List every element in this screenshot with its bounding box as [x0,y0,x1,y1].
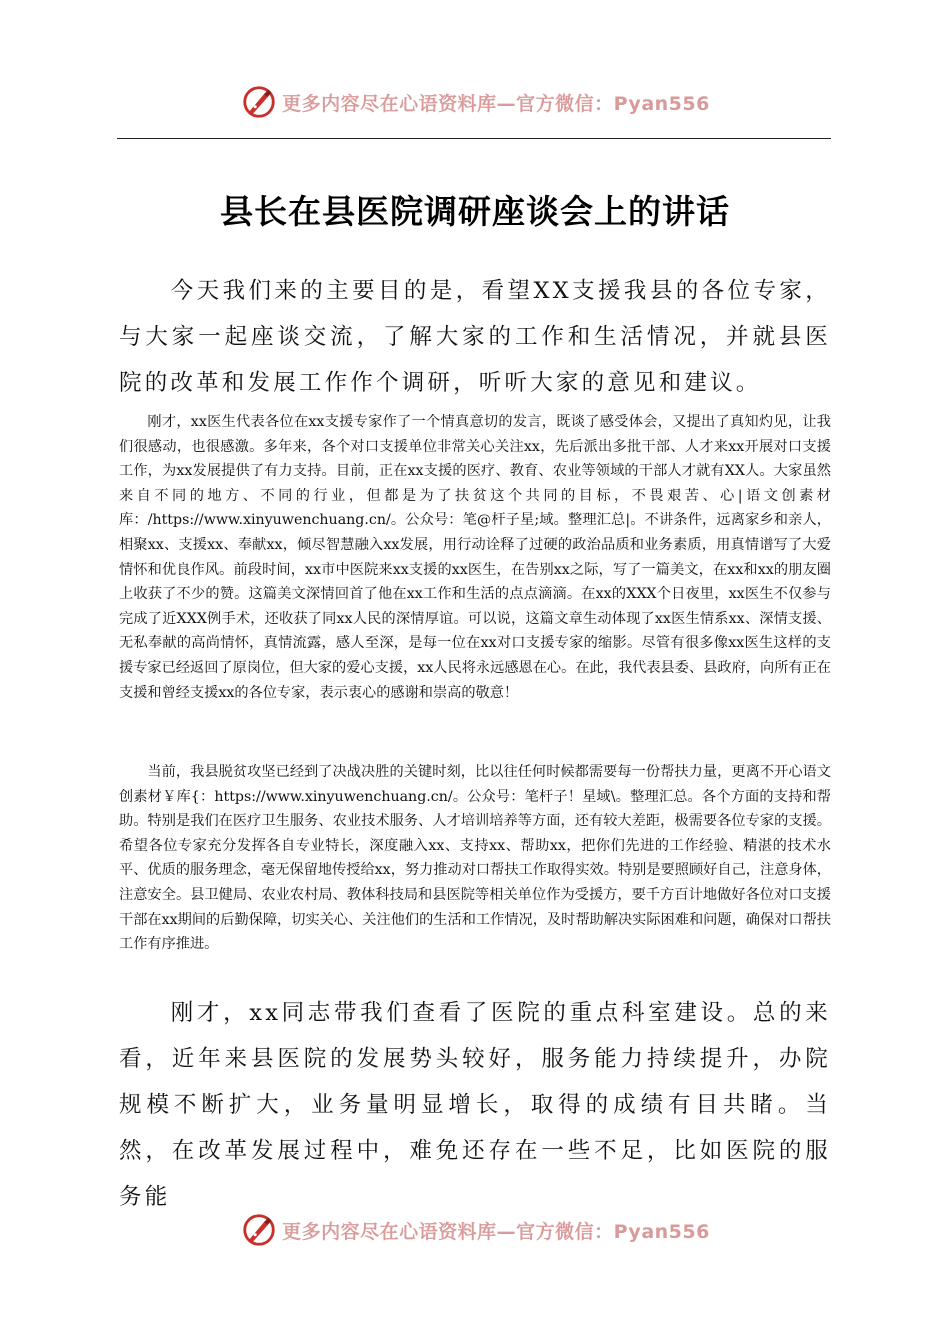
header-banner-text: 更多内容尽在心语资料库—官方微信：Pyan556 [282,92,710,115]
paragraph-poverty-alleviation: 当前，我县脱贫攻坚已经到了决战决胜的关键时刻，比以往任何时候都需要每一份帮扶力量，更离不开心语文创素材￥库{：https://www.xinyuwenchuang.cn/。公众号：笔杆子！星域\。整理汇总。各个方面的支持和帮助。特别是我们在医疗卫生服务、农业技术服务、人才培训培养等方面，还有较大差距，极需要各位专家的支援。希望各位专家充分发挥各自专业特长，深度融入xx、支持xx、帮助xx，把你们先进的工作经验、精湛的技术水平、优质的服务理念，毫无保留地传授给xx，努力推动对口帮扶工作取得实效。特别是要照顾好自己，注意身体，注意安全。县卫健局、农业农村局、教体科技局和县医院等相关单位作为受援方，要千方百计地做好各位对口支援干部在xx期间的后勤保障，切实关心、关注他们的生活和工作情况，及时帮助解决实际困难和问题，确保对口帮扶工作有序推进。 [119,764,831,953]
footer-banner-content [240,1211,710,1249]
footer-banner [0,1208,950,1252]
paragraph-hospital-review: 刚才，xx同志带我们查看了医院的重点科室建设。总的来看，近年来县医院的发展势头较好，服务能力持续提升，办院规模不断扩大，业务量明显增长，取得的成绩有目共睹。当然，在改革发展过程中，难免还存在一些不足，比如医院的服务能 [119,1000,831,1210]
pen-nib-icon [240,83,278,121]
footer-banner-text: 更多内容尽在心语资料库—官方微信：Pyan556 [282,1220,710,1243]
header-banner-content [240,83,710,121]
document-title: 县长在县医院调研座谈会上的讲话 [220,192,730,231]
paragraph-intro: 今天我们来的主要目的是，看望XX支援我县的各位专家，与大家一起座谈交流，了解大家的工作和生活情况，并就县医院的改革和发展工作作个调研，听听大家的意见和建议。 [119,278,831,396]
pen-nib-icon [240,1211,278,1249]
paragraph-thanks: 刚才，xx医生代表各位在xx支援专家作了一个情真意切的发言，既谈了感受体会，又提出了真知灼见，让我们很感动，也很感激。多年来，各个对口支援单位非常关心关注xx，先后派出多批干部、人才来xx开展对口支援工作，为xx发展提供了有力支持。目前，正在xx支援的医疗、教育、农业等领域的干部人才就有XX人。大家虽然来自不同的地方、不同的行业，但都是为了扶贫这个共同的目标，不畏艰苦、心|语文创素材库：/https://www.xinyuwenchuang.cn/。公众号：笔@杆子星;域。整理汇总|。不讲条件，远离家乡和亲人，相聚xx、支援xx、奉献xx，倾尽智慧融入xx发展，用行动诠释了过硬的政治品质和业务素质，用真情谱写了大爱情怀和优良作风。前段时间，xx市中医院来xx支援的xx医生，在告别xx之际，写了一篇美文，在xx和xx的朋友圈上收获了不少的赞。这篇美文深情回首了他在xx工作和生活的点点滴滴。在xx的XXX个日夜里，xx医生不仅参与完成了近XXX例手术，还收获了同xx人民的深情厚谊。可以说，这篇文章生动体现了xx医生情系xx、深情支援、无私奉献的高尚情怀，真情流露，感人至深，是每一位在xx对口支援专家的缩影。尽管有很多像xx医生这样的支援专家已经返回了原岗位，但大家的爱心支援，xx人民将永远感恩在心。在此，我代表县委、县政府，向所有正在支援和曾经支援xx的各位专家，表示衷心的感谢和崇高的敬意！ [119,414,831,701]
header-banner [0,80,950,124]
header-divider [117,138,831,139]
